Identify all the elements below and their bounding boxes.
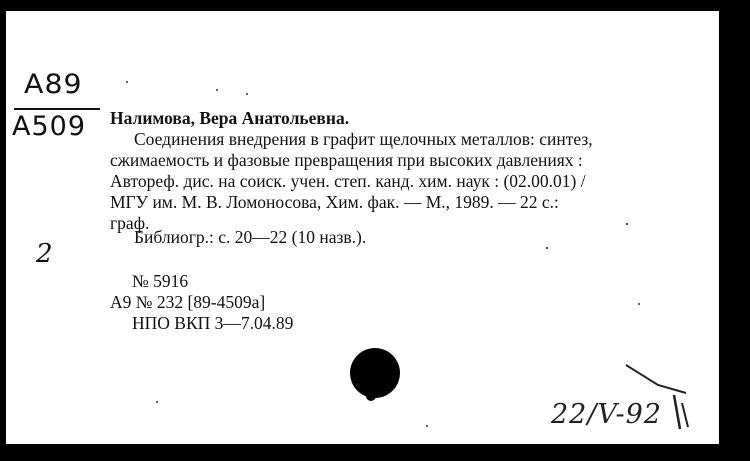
scan-speck — [638, 303, 640, 305]
shelf-mark-top: A89 — [24, 69, 83, 100]
scan-speck — [426, 425, 428, 427]
scan-speck — [216, 89, 218, 91]
card-punch-hole-notch — [366, 391, 376, 401]
title-line-5: граф. — [110, 213, 150, 233]
title-line-2: сжимаемость и фазовые превращения при высоких давлениях : — [110, 150, 583, 170]
bibliography-note: Библиогр.: с. 20—22 (10 назв.). — [134, 227, 367, 247]
title-line-3: Автореф. дис. на соиск. учен. степ. канд. хим. наук : (02.00.01) / — [110, 171, 586, 191]
scan-speck — [156, 401, 158, 403]
handwritten-date: 22/V-92 — [551, 399, 662, 430]
shelf-mark-divider — [14, 108, 100, 110]
catalog-card — [6, 11, 719, 444]
card-entry — [110, 108, 690, 234]
accession-number-3: НПО ВКП 3—7.04.89 — [132, 313, 294, 333]
title-line-4: МГУ им. М. В. Ломоносова, Хим. фак. — М., 1989. — 22 с.: — [110, 192, 559, 212]
scan-speck — [546, 247, 548, 249]
scan-speck — [126, 81, 128, 83]
scan-speck — [246, 93, 248, 95]
handwritten-check-mark — [616, 363, 696, 433]
handwritten-side-mark: 2 — [36, 239, 53, 269]
scan-speck — [626, 223, 628, 225]
author-heading: Налимова, Вера Анатольевна. — [110, 108, 350, 128]
shelf-mark-bottom: A509 — [12, 111, 87, 142]
card-punch-hole — [350, 348, 400, 398]
accession-numbers — [110, 271, 293, 334]
accession-number-2: А9 № 232 [89-4509а] — [110, 292, 266, 312]
accession-number-1: № 5916 — [132, 271, 189, 291]
title-line-1: Соединения внедрения в графит щелочных металлов: синтез, — [134, 129, 593, 149]
